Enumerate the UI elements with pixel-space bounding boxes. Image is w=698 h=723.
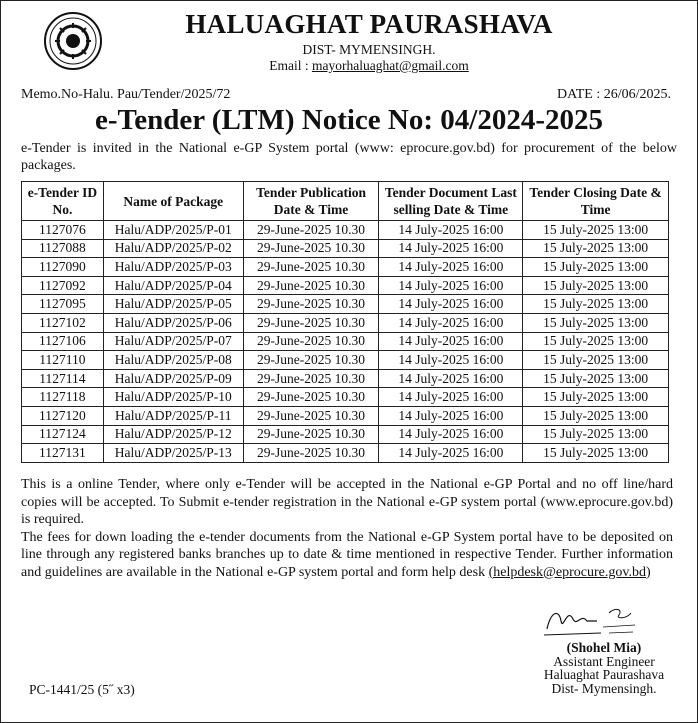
signatory-office: Haluaghat Paurashava: [543, 667, 665, 682]
table-row: [22, 313, 669, 332]
table-row: [22, 221, 669, 240]
tender-id: 1127106: [22, 332, 104, 351]
closing-date: 15 July-2025 13:00: [523, 388, 669, 407]
package-name: Halu/ADP/2025/P-02: [103, 239, 243, 258]
closing-date: 15 July-2025 13:00: [523, 332, 669, 351]
closing-date: 15 July-2025 13:00: [523, 221, 669, 240]
closing-date: 15 July-2025 13:00: [523, 276, 669, 295]
package-name: Halu/ADP/2025/P-04: [103, 276, 243, 295]
closing-date: 15 July-2025 13:00: [523, 351, 669, 370]
email-line: [1, 58, 697, 74]
selling-date: 14 July-2025 16:00: [379, 258, 523, 277]
publication-date: 29-June-2025 10.30: [243, 276, 379, 295]
publication-date: 29-June-2025 10.30: [243, 221, 379, 240]
table-row: [22, 444, 669, 463]
table-row: [22, 406, 669, 425]
publication-date: 29-June-2025 10.30: [243, 313, 379, 332]
table-row: [22, 425, 669, 444]
fees-text: The fees for down loading the e-tender documents from the National e-GP System portal have to be deposited on line through any registered banks branches up to date & time mentioned in respective Tender. Further information and guidelines are available in the National e-GP system portal and form help desk: [21, 529, 673, 580]
package-name: Halu/ADP/2025/P-09: [103, 369, 243, 388]
email-label: Email :: [269, 58, 312, 73]
closing-date: 15 July-2025 13:00: [523, 369, 669, 388]
closing-date: 15 July-2025 13:00: [523, 239, 669, 258]
selling-date: 14 July-2025 16:00: [379, 369, 523, 388]
package-name: Halu/ADP/2025/P-03: [103, 258, 243, 277]
package-name: Halu/ADP/2025/P-06: [103, 313, 243, 332]
tender-id: 1127120: [22, 406, 104, 425]
table-row: [22, 258, 669, 277]
package-name: Halu/ADP/2025/P-11: [103, 406, 243, 425]
package-name: Halu/ADP/2025/P-08: [103, 351, 243, 370]
tender-id: 1127090: [22, 258, 104, 277]
signature-scribble: [539, 599, 649, 643]
tender-id: 1127124: [22, 425, 104, 444]
email-link[interactable]: mayorhaluaghat@gmail.com: [311, 58, 469, 73]
selling-date: 14 July-2025 16:00: [379, 444, 523, 463]
memo-date: DATE : 26/06/2025.: [557, 87, 671, 102]
selling-date: 14 July-2025 16:00: [379, 295, 523, 314]
tender-id: 1127110: [22, 351, 104, 370]
closing-date: 15 July-2025 13:00: [523, 295, 669, 314]
selling-date: 14 July-2025 16:00: [379, 313, 523, 332]
package-name: Halu/ADP/2025/P-10: [103, 388, 243, 407]
selling-date: 14 July-2025 16:00: [379, 406, 523, 425]
tender-id: 1127102: [22, 313, 104, 332]
table-row: [22, 351, 669, 370]
package-name: Halu/ADP/2025/P-13: [103, 444, 243, 463]
tender-table: [21, 181, 669, 463]
closing-date: 15 July-2025 13:00: [523, 258, 669, 277]
publication-date: 29-June-2025 10.30: [243, 406, 379, 425]
header-package-name: Name of Package: [103, 182, 243, 221]
selling-date: 14 July-2025 16:00: [379, 351, 523, 370]
header-closing-date: Tender Closing Date & Time: [523, 182, 669, 221]
header-document-selling-date: Tender Document Last selling Date & Time: [379, 182, 523, 221]
online-tender-paragraph: This is a online Tender, where only e-Tender will be accepted in the National e-GP Portal and no off line/hard copies will be accepted. To Submit e-tender registration in the National e-GP system portal (www.eprocure.gov.bd) is required.: [21, 477, 673, 527]
tender-id: 1127114: [22, 369, 104, 388]
intro-text: e-Tender is invited in the National e-GP System portal (www: eprocure.gov.bd) for procurement of the below packages.: [21, 141, 677, 173]
closing-date: 15 July-2025 13:00: [523, 313, 669, 332]
signatory-district: Dist- Mymensingh.: [551, 680, 657, 696]
tender-id: 1127118: [22, 388, 104, 407]
tender-id: 1127088: [22, 239, 104, 258]
publication-date: 29-June-2025 10.30: [243, 388, 379, 407]
selling-date: 14 July-2025 16:00: [379, 221, 523, 240]
signatory-designation: Assistant Engineer: [553, 653, 655, 669]
tender-id: 1127076: [22, 221, 104, 240]
tender-id: 1127131: [22, 444, 104, 463]
package-name: Halu/ADP/2025/P-12: [103, 425, 243, 444]
publication-date: 29-June-2025 10.30: [243, 295, 379, 314]
table-row: [22, 295, 669, 314]
selling-date: 14 July-2025 16:00: [379, 388, 523, 407]
publication-date: 29-June-2025 10.30: [243, 369, 379, 388]
header-tender-id: e-Tender ID No.: [22, 182, 104, 221]
package-name: Halu/ADP/2025/P-05: [103, 295, 243, 314]
notice-title: e-Tender (LTM) Notice No: 04/2024-2025: [95, 104, 603, 136]
publication-code: PC-1441/25 (5˝ x3): [29, 682, 135, 697]
table-row: [22, 332, 669, 351]
selling-date: 14 July-2025 16:00: [379, 239, 523, 258]
table-row: [22, 239, 669, 258]
memo-number: Memo.No-Halu. Pau/Tender/2025/72: [21, 87, 231, 102]
publication-date: 29-June-2025 10.30: [243, 444, 379, 463]
publication-date: 29-June-2025 10.30: [243, 258, 379, 277]
fees-paragraph: [21, 529, 673, 582]
package-name: Halu/ADP/2025/P-01: [103, 221, 243, 240]
publication-date: 29-June-2025 10.30: [243, 425, 379, 444]
signature-block: [529, 641, 679, 695]
signatory-name: (Shohel Mia): [566, 640, 642, 655]
district: DIST- MYMENSINGH.: [302, 42, 436, 57]
publication-date: 29-June-2025 10.30: [243, 351, 379, 370]
selling-date: 14 July-2025 16:00: [379, 425, 523, 444]
tender-id: 1127092: [22, 276, 104, 295]
publication-date: 29-June-2025 10.30: [243, 332, 379, 351]
header-publication-date: Tender Publication Date & Time: [243, 182, 379, 221]
table-header-row: [22, 182, 669, 221]
selling-date: 14 July-2025 16:00: [379, 276, 523, 295]
table-row: [22, 388, 669, 407]
table-row: [22, 276, 669, 295]
tender-id: 1127095: [22, 295, 104, 314]
helpdesk-email-link[interactable]: (helpdesk@eprocure.gov.bd): [488, 564, 651, 580]
publication-date: 29-June-2025 10.30: [243, 239, 379, 258]
closing-date: 15 July-2025 13:00: [523, 406, 669, 425]
instructions-text: [21, 476, 673, 581]
package-name: Halu/ADP/2025/P-07: [103, 332, 243, 351]
selling-date: 14 July-2025 16:00: [379, 332, 523, 351]
table-row: [22, 369, 669, 388]
closing-date: 15 July-2025 13:00: [523, 425, 669, 444]
org-name: HALUAGHAT PAURASHAVA: [185, 9, 553, 39]
closing-date: 15 July-2025 13:00: [523, 444, 669, 463]
